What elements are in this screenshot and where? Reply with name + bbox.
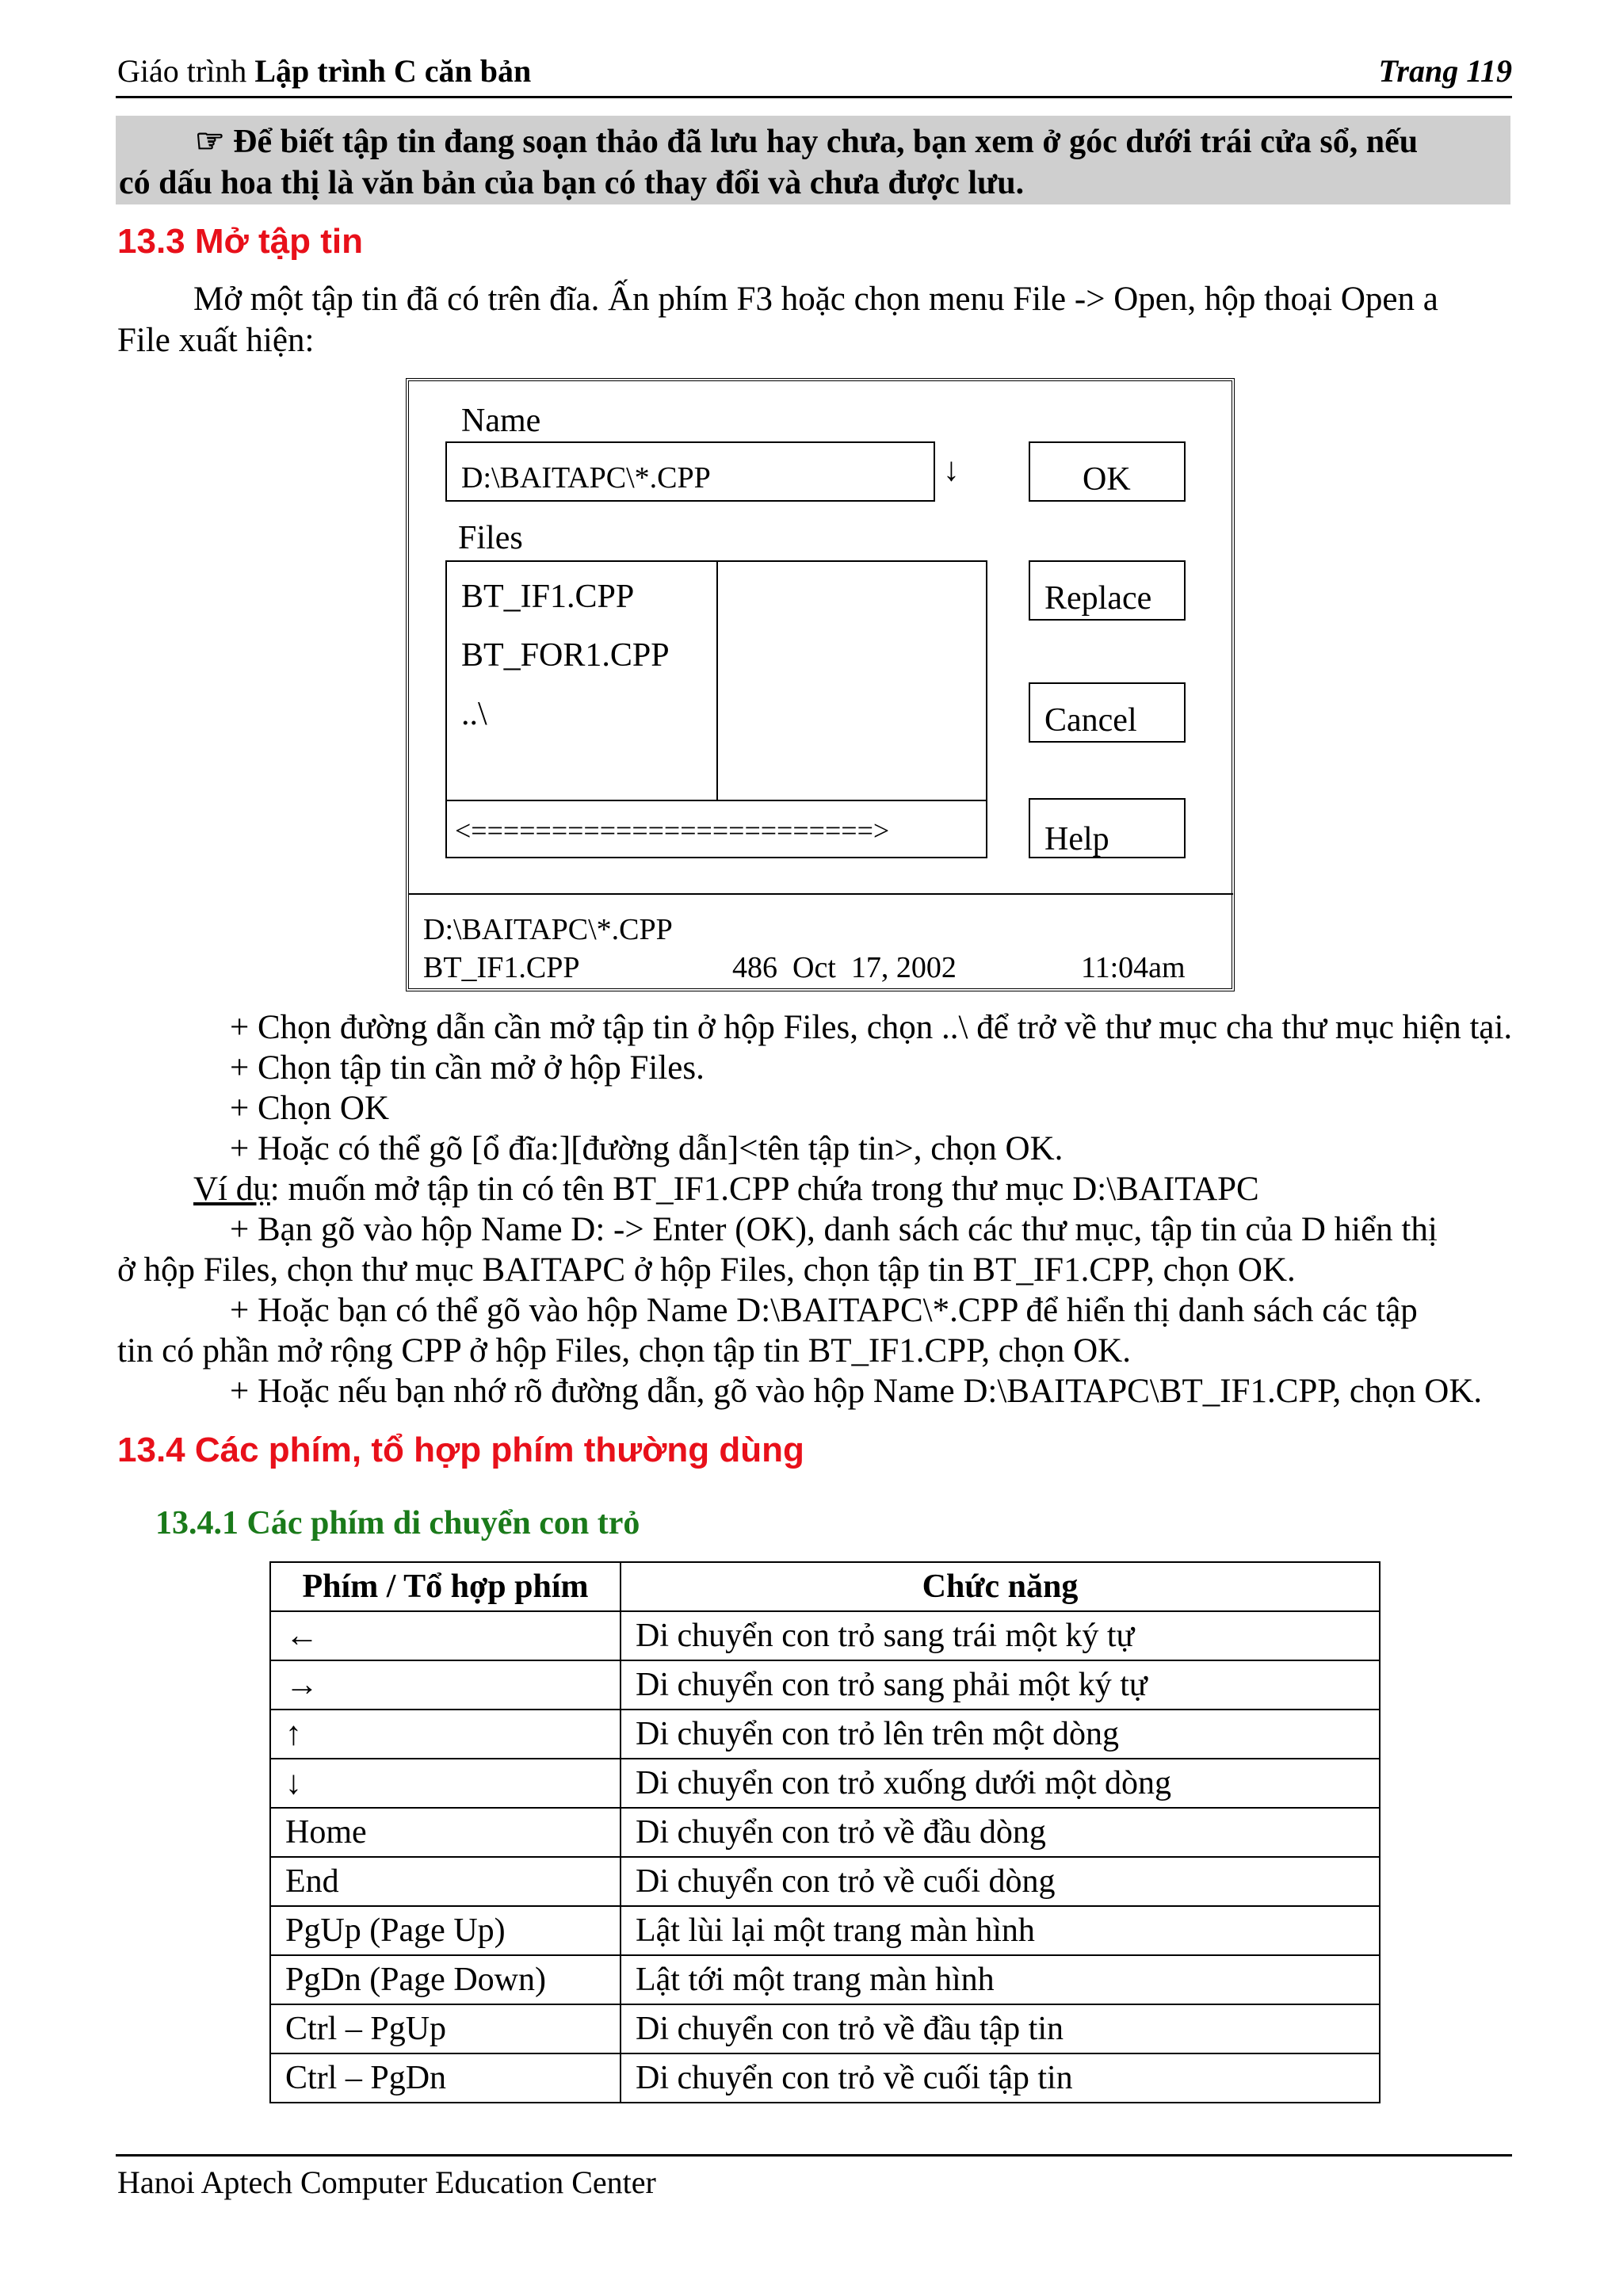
status-size-date: 486 Oct 17, 2002 — [732, 951, 957, 984]
key-cell: Ctrl – PgUp — [270, 2004, 621, 2053]
table-row — [270, 2004, 1380, 2053]
table-row — [270, 1710, 1380, 1759]
ok-button[interactable] — [1029, 441, 1186, 502]
note-box — [116, 116, 1510, 204]
subsection-heading-13-4-1: 13.4.1 Các phím di chuyển con trỏ — [155, 1505, 640, 1541]
intro-line-1: Mở một tập tin đã có trên đĩa. Ấn phím F3 hoặc chọn menu File -> Open, hộp thoại Open a — [193, 281, 1438, 318]
name-input[interactable] — [445, 441, 987, 502]
function-cell: Lật lùi lại một trang màn hình — [621, 1906, 1380, 1955]
files-column-divider — [716, 562, 718, 801]
key-cell: ← — [270, 1611, 621, 1660]
key-cell: PgDn (Page Down) — [270, 1955, 621, 2004]
replace-button[interactable] — [1029, 560, 1186, 621]
name-label: Name — [461, 403, 541, 439]
files-listbox[interactable] — [445, 560, 987, 858]
pointing-hand-icon: ☞ — [195, 124, 225, 160]
page-number: Trang 119 — [1378, 53, 1512, 89]
example-text: : muốn mở tập tin có tên BT_IF1.CPP chứa trong thư mục D:\BAITAPC — [269, 1171, 1259, 1208]
status-time: 11:04am — [1081, 951, 1186, 984]
table-row — [270, 1611, 1380, 1660]
name-dropdown-button[interactable] — [934, 441, 989, 502]
header-prefix: Giáo trình — [117, 53, 255, 89]
function-cell: Di chuyển con trỏ sang trái một ký tự — [621, 1611, 1380, 1660]
step-1: + Chọn đường dẫn cần mở tập tin ở hộp Files, chọn ..\ để trở về thư mục cha thư mục hiện tại. — [230, 1009, 1513, 1046]
table-row — [270, 1955, 1380, 2004]
help-button[interactable] — [1029, 798, 1186, 858]
table-row — [270, 1759, 1380, 1808]
open-file-dialog — [406, 378, 1235, 991]
function-cell: Di chuyển con trỏ sang phải một ký tự — [621, 1660, 1380, 1710]
step-2: + Chọn tập tin cần mở ở hộp Files. — [230, 1049, 705, 1087]
table-header-function: Chức năng — [621, 1562, 1380, 1611]
example-line — [193, 1170, 1259, 1209]
cancel-button-label: Cancel — [1044, 702, 1137, 739]
function-cell: Di chuyển con trỏ về đầu dòng — [621, 1808, 1380, 1857]
key-cell: → — [270, 1660, 621, 1710]
replace-button-label: Replace — [1044, 580, 1152, 617]
help-button-label: Help — [1044, 821, 1109, 858]
step-3: + Chọn OK — [230, 1090, 390, 1127]
intro-line-2: File xuất hiện: — [117, 322, 315, 359]
section-heading-13-4: 13.4 Các phím, tổ hợp phím thường dùng — [117, 1431, 804, 1469]
example-3: + Hoặc nếu bạn nhớ rõ đường dẫn, gõ vào hộp Name D:\BAITAPC\BT_IF1.CPP, chọn OK. — [230, 1373, 1483, 1410]
footer-text: Hanoi Aptech Computer Education Center — [117, 2164, 656, 2200]
chevron-down-icon: ↓ — [943, 452, 960, 488]
file-item-parent-dir[interactable]: ..\ — [461, 696, 487, 732]
ok-button-label: OK — [1083, 461, 1131, 498]
function-cell: Di chuyển con trỏ về đầu tập tin — [621, 2004, 1380, 2053]
note-line-1: Để biết tập tin đang soạn thảo đã lưu hay chưa, bạn xem ở góc dưới trái cửa sổ, nếu — [233, 124, 1419, 160]
example-label: Ví dụ — [193, 1171, 270, 1208]
status-path: D:\BAITAPC\*.CPP — [423, 913, 673, 946]
function-cell: Di chuyển con trỏ về cuối dòng — [621, 1857, 1380, 1906]
note-line-2: có dấu hoa thị là văn bản của bạn có thay đổi và chưa được lưu. — [119, 165, 1025, 201]
files-label: Files — [458, 520, 523, 556]
table-row — [270, 1857, 1380, 1906]
example-2-line-2: tin có phần mở rộng CPP ở hộp Files, chọn tập tin BT_IF1.CPP, chọn OK. — [117, 1332, 1131, 1370]
example-2-line-1: + Hoặc bạn có thể gõ vào hộp Name D:\BAITAPC\*.CPP để hiển thị danh sách các tập — [230, 1292, 1418, 1329]
header-book-title: Lập trình C căn bản — [254, 53, 532, 89]
status-file: BT_IF1.CPP — [423, 951, 580, 984]
key-cell: ↑ — [270, 1710, 621, 1759]
header-course-title — [117, 52, 531, 90]
key-cell: PgUp (Page Up) — [270, 1906, 621, 1955]
files-horizontal-scrollbar[interactable]: <=========================> — [455, 815, 890, 846]
example-1-line-2: ở hộp Files, chọn thư mục BAITAPC ở hộp Files, chọn tập tin BT_IF1.CPP, chọn OK. — [117, 1251, 1296, 1289]
table-row — [270, 1906, 1380, 1955]
key-cell: Ctrl – PgDn — [270, 2053, 621, 2103]
files-scrollbar-divider — [447, 800, 986, 801]
section-heading-13-3: 13.3 Mở tập tin — [117, 222, 363, 261]
key-cell: ↓ — [270, 1759, 621, 1808]
key-cell: Home — [270, 1808, 621, 1857]
table-row — [270, 1660, 1380, 1710]
step-4: + Hoặc có thể gõ [ổ đĩa:][đường dẫn]<tên tập tin>, chọn OK. — [230, 1130, 1064, 1167]
header-rule — [116, 96, 1512, 98]
file-item-bt-if1[interactable]: BT_IF1.CPP — [461, 579, 635, 615]
function-cell: Di chuyển con trỏ về cuối tập tin — [621, 2053, 1380, 2103]
footer-rule — [116, 2154, 1512, 2157]
status-divider — [409, 893, 1233, 895]
function-cell: Di chuyển con trỏ xuống dưới một dòng — [621, 1759, 1380, 1808]
key-cell: End — [270, 1857, 621, 1906]
table-header-row — [270, 1562, 1380, 1611]
table-row — [270, 2053, 1380, 2103]
name-input-value: D:\BAITAPC\*.CPP — [461, 461, 711, 495]
cursor-keys-table — [269, 1561, 1381, 2103]
function-cell: Lật tới một trang màn hình — [621, 1955, 1380, 2004]
example-1-line-1: + Bạn gõ vào hộp Name D: -> Enter (OK), danh sách các thư mục, tập tin của D hiển thị — [230, 1211, 1438, 1248]
cancel-button[interactable] — [1029, 682, 1186, 743]
table-row — [270, 1808, 1380, 1857]
file-item-bt-for1[interactable]: BT_FOR1.CPP — [461, 637, 670, 674]
function-cell: Di chuyển con trỏ lên trên một dòng — [621, 1710, 1380, 1759]
table-header-key: Phím / Tổ hợp phím — [270, 1562, 621, 1611]
